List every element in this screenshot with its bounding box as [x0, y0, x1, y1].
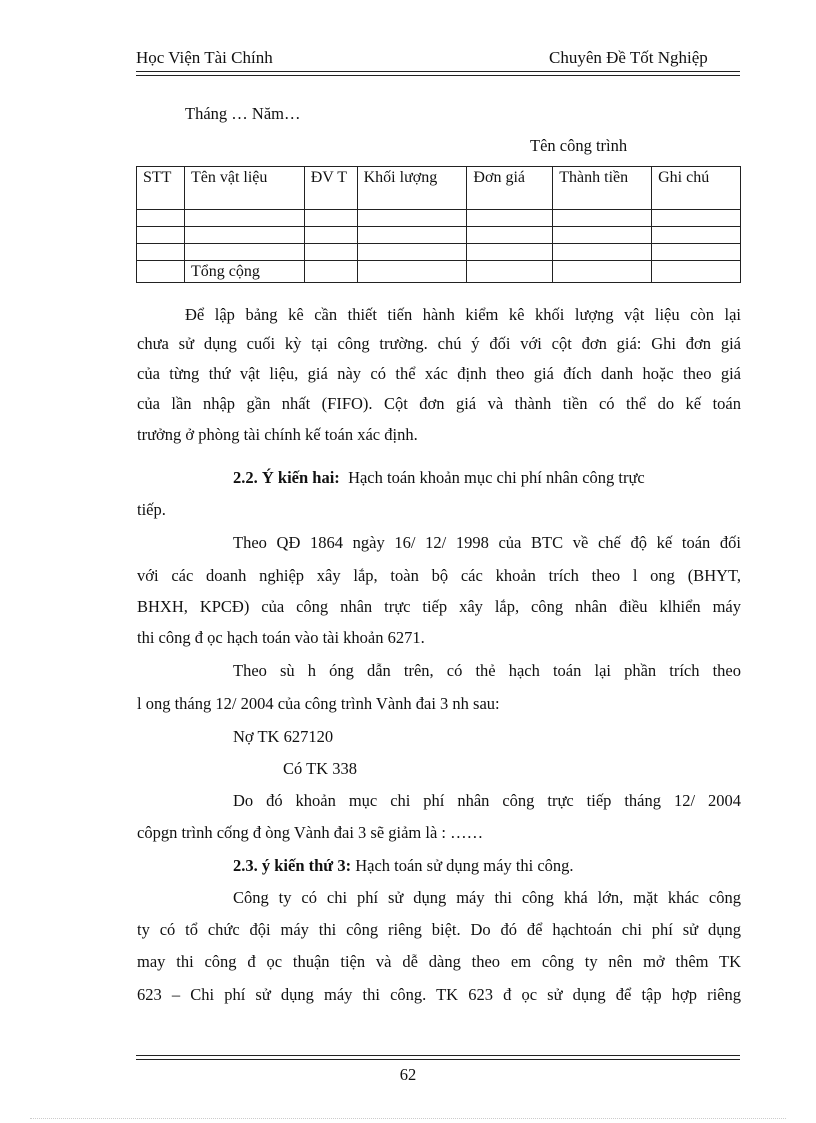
table-total-row: [137, 261, 741, 283]
table-row: [137, 227, 741, 244]
col-header-stt: STT: [137, 167, 185, 210]
paragraph-line: với các doanh nghiệp xây lắp, toàn bộ các khoản trích theo l ong (BHYT,: [137, 566, 741, 585]
paragraph-line: Theo sù h óng dẫn trên, có thẻ hạch toán lại phần trích theo: [233, 661, 741, 680]
paragraph-line: Công ty có chi phí sử dụng máy thi công khá lớn, mặt khác công: [233, 888, 741, 907]
paragraph-line: ty có tổ chức đội máy thi công riêng biệt. Do đó để hạchtoán chi phí sử dụng: [137, 920, 741, 939]
paragraph-line: 623 – Chi phí sử dụng máy thi công. TK 623 đ ọc sử dụng để tập hợp riêng: [137, 985, 741, 1004]
section-2-2-text: Hạch toán khoản mục chi phí nhân công trực: [348, 468, 645, 487]
header-rule: [136, 75, 740, 76]
paragraph-line: Để lập bảng kê cần thiết tiến hành kiểm kê khối lượng vật liệu còn lại: [185, 305, 741, 324]
header-rule: [136, 71, 740, 72]
section-2-3-title: 2.3. ý kiến thứ 3:: [233, 856, 352, 875]
col-header-material-name: Tên vật liệu: [184, 167, 304, 210]
col-header-quantity: Khối lượng: [357, 167, 467, 210]
paragraph-line: BHXH, KPCĐ) của công nhân trực tiếp xây lắp, công nhân điều klhiển máy: [137, 597, 741, 616]
credit-entry: Có TK 338: [283, 759, 357, 778]
footer-rule: [136, 1055, 740, 1056]
col-header-note: Ghi chú: [652, 167, 741, 210]
table-header-row: [137, 167, 741, 210]
paragraph-line: của từng thứ vật liệu, giá này có thể xác định theo giá đích danh hoặc theo giá: [137, 364, 741, 383]
table-row: [137, 244, 741, 261]
debit-entry: Nợ TK 627120: [233, 727, 334, 746]
paragraph-line: của lần nhập gần nhất (FIFO). Cột đơn giá và thành tiền có thể do kế toán: [137, 394, 741, 413]
col-header-unit: ĐV T: [304, 167, 357, 210]
table-row: [137, 210, 741, 227]
section-2-2-title: 2.2. Ý kiến hai:: [233, 468, 340, 487]
total-label: Tổng cộng: [184, 261, 304, 283]
col-header-unit-price: Đơn giá: [467, 167, 553, 210]
section-heading: [233, 856, 574, 876]
section-2-3-text: Hạch toán sử dụng máy thi công.: [355, 856, 574, 875]
header-document-type: Chuyên Đề Tốt Nghiệp: [549, 48, 708, 67]
paragraph-line: thi công đ ọc hạch toán vào tài khoản 6271.: [137, 628, 425, 647]
page-number: 62: [399, 1065, 417, 1084]
col-header-amount: Thành tiền: [553, 167, 652, 210]
paragraph-line: trưởng ở phòng tài chính kế toán xác định.: [137, 425, 418, 444]
paragraph-line: l ong tháng 12/ 2004 của công trình Vành đai 3 nh sau:: [137, 694, 500, 713]
month-year-line: Tháng … Năm…: [185, 104, 301, 123]
footer-rule: [136, 1059, 740, 1060]
paragraph-line: tiếp.: [137, 500, 166, 519]
header-institution: Học Viện Tài Chính: [136, 48, 273, 67]
paragraph-line: Theo QĐ 1864 ngày 16/ 12/ 1998 của BTC về chế độ kế toán đối: [233, 533, 741, 552]
paragraph-line: chưa sử dụng cuối kỳ tại công trường. chú ý đối với cột đơn giá: Ghi đơn giá: [137, 334, 741, 353]
paragraph-line: côpgn trình cống đ òng Vành đai 3 sẽ giảm là : ……: [137, 823, 484, 842]
paragraph-line: may thi công đ ọc thuận tiện và dễ dàng theo em công ty nên mở thêm TK: [137, 952, 741, 971]
project-name-label: Tên công trình: [530, 136, 628, 155]
section-heading: [233, 468, 645, 488]
page-bottom-border: [30, 1118, 786, 1119]
material-table: [136, 166, 741, 283]
paragraph-line: Do đó khoản mục chi phí nhân công trực tiếp tháng 12/ 2004: [233, 791, 741, 810]
